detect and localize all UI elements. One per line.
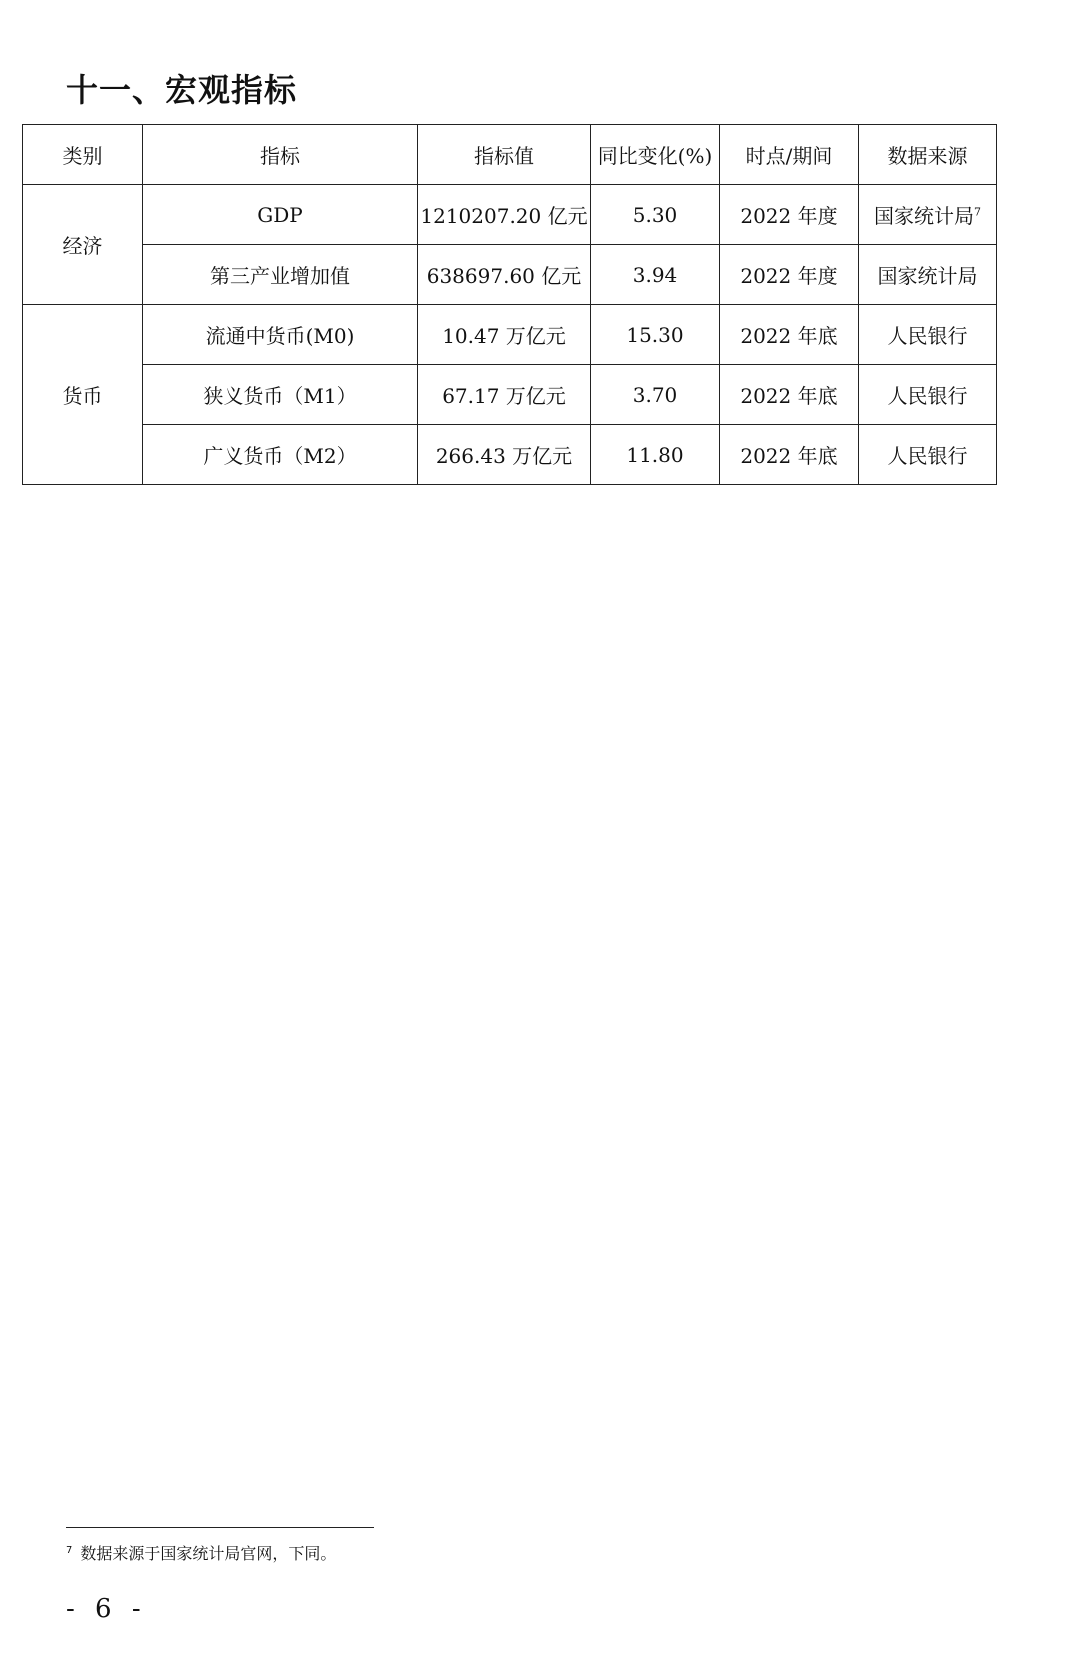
table-row: [23, 245, 997, 305]
header-indicator: 指标: [143, 125, 418, 185]
indicator-cell: GDP: [143, 185, 418, 245]
category-cell: 经济: [23, 185, 143, 305]
yoy-cell: 11.80: [591, 425, 720, 485]
footnote: [66, 1541, 336, 1564]
source-cell: [859, 185, 997, 245]
source-cell: 人民银行: [859, 425, 997, 485]
period-cell: 2022 年度: [720, 245, 859, 305]
period-cell: 2022 年底: [720, 305, 859, 365]
period-cell: 2022 年底: [720, 365, 859, 425]
footnote-marker: 7: [66, 1544, 73, 1556]
header-source: 数据来源: [859, 125, 997, 185]
footnote-ref[interactable]: 7: [974, 205, 981, 219]
table-header-row: [23, 125, 997, 185]
header-period: 时点/期间: [720, 125, 859, 185]
yoy-cell: 3.94: [591, 245, 720, 305]
footnote-divider: [66, 1527, 374, 1528]
indicator-cell: 广义货币（M2）: [143, 425, 418, 485]
source-cell: 国家统计局: [859, 245, 997, 305]
header-category: 类别: [23, 125, 143, 185]
yoy-cell: 5.30: [591, 185, 720, 245]
macro-indicators-table: [22, 124, 997, 485]
value-cell: 10.47 万亿元: [418, 305, 591, 365]
section-title: 十一、宏观指标: [66, 71, 298, 109]
period-cell: 2022 年底: [720, 425, 859, 485]
value-cell: 266.43 万亿元: [418, 425, 591, 485]
yoy-cell: 3.70: [591, 365, 720, 425]
table-row: [23, 185, 997, 245]
page-number: - 6 -: [66, 1594, 147, 1624]
value-cell: 1210207.20 亿元: [418, 185, 591, 245]
indicator-cell: 狭义货币（M1）: [143, 365, 418, 425]
source-text: 国家统计局: [874, 204, 974, 228]
table-row: [23, 365, 997, 425]
header-value: 指标值: [418, 125, 591, 185]
footnote-text: 数据来源于国家统计局官网，下同。: [80, 1544, 337, 1563]
table-row: [23, 305, 997, 365]
period-cell: 2022 年度: [720, 185, 859, 245]
header-yoy-change: 同比变化(%): [591, 125, 720, 185]
source-cell: 人民银行: [859, 305, 997, 365]
value-cell: 67.17 万亿元: [418, 365, 591, 425]
indicator-cell: 第三产业增加值: [143, 245, 418, 305]
yoy-cell: 15.30: [591, 305, 720, 365]
category-cell: 货币: [23, 305, 143, 485]
table-row: [23, 425, 997, 485]
source-cell: 人民银行: [859, 365, 997, 425]
indicator-cell: 流通中货币(M0): [143, 305, 418, 365]
value-cell: 638697.60 亿元: [418, 245, 591, 305]
